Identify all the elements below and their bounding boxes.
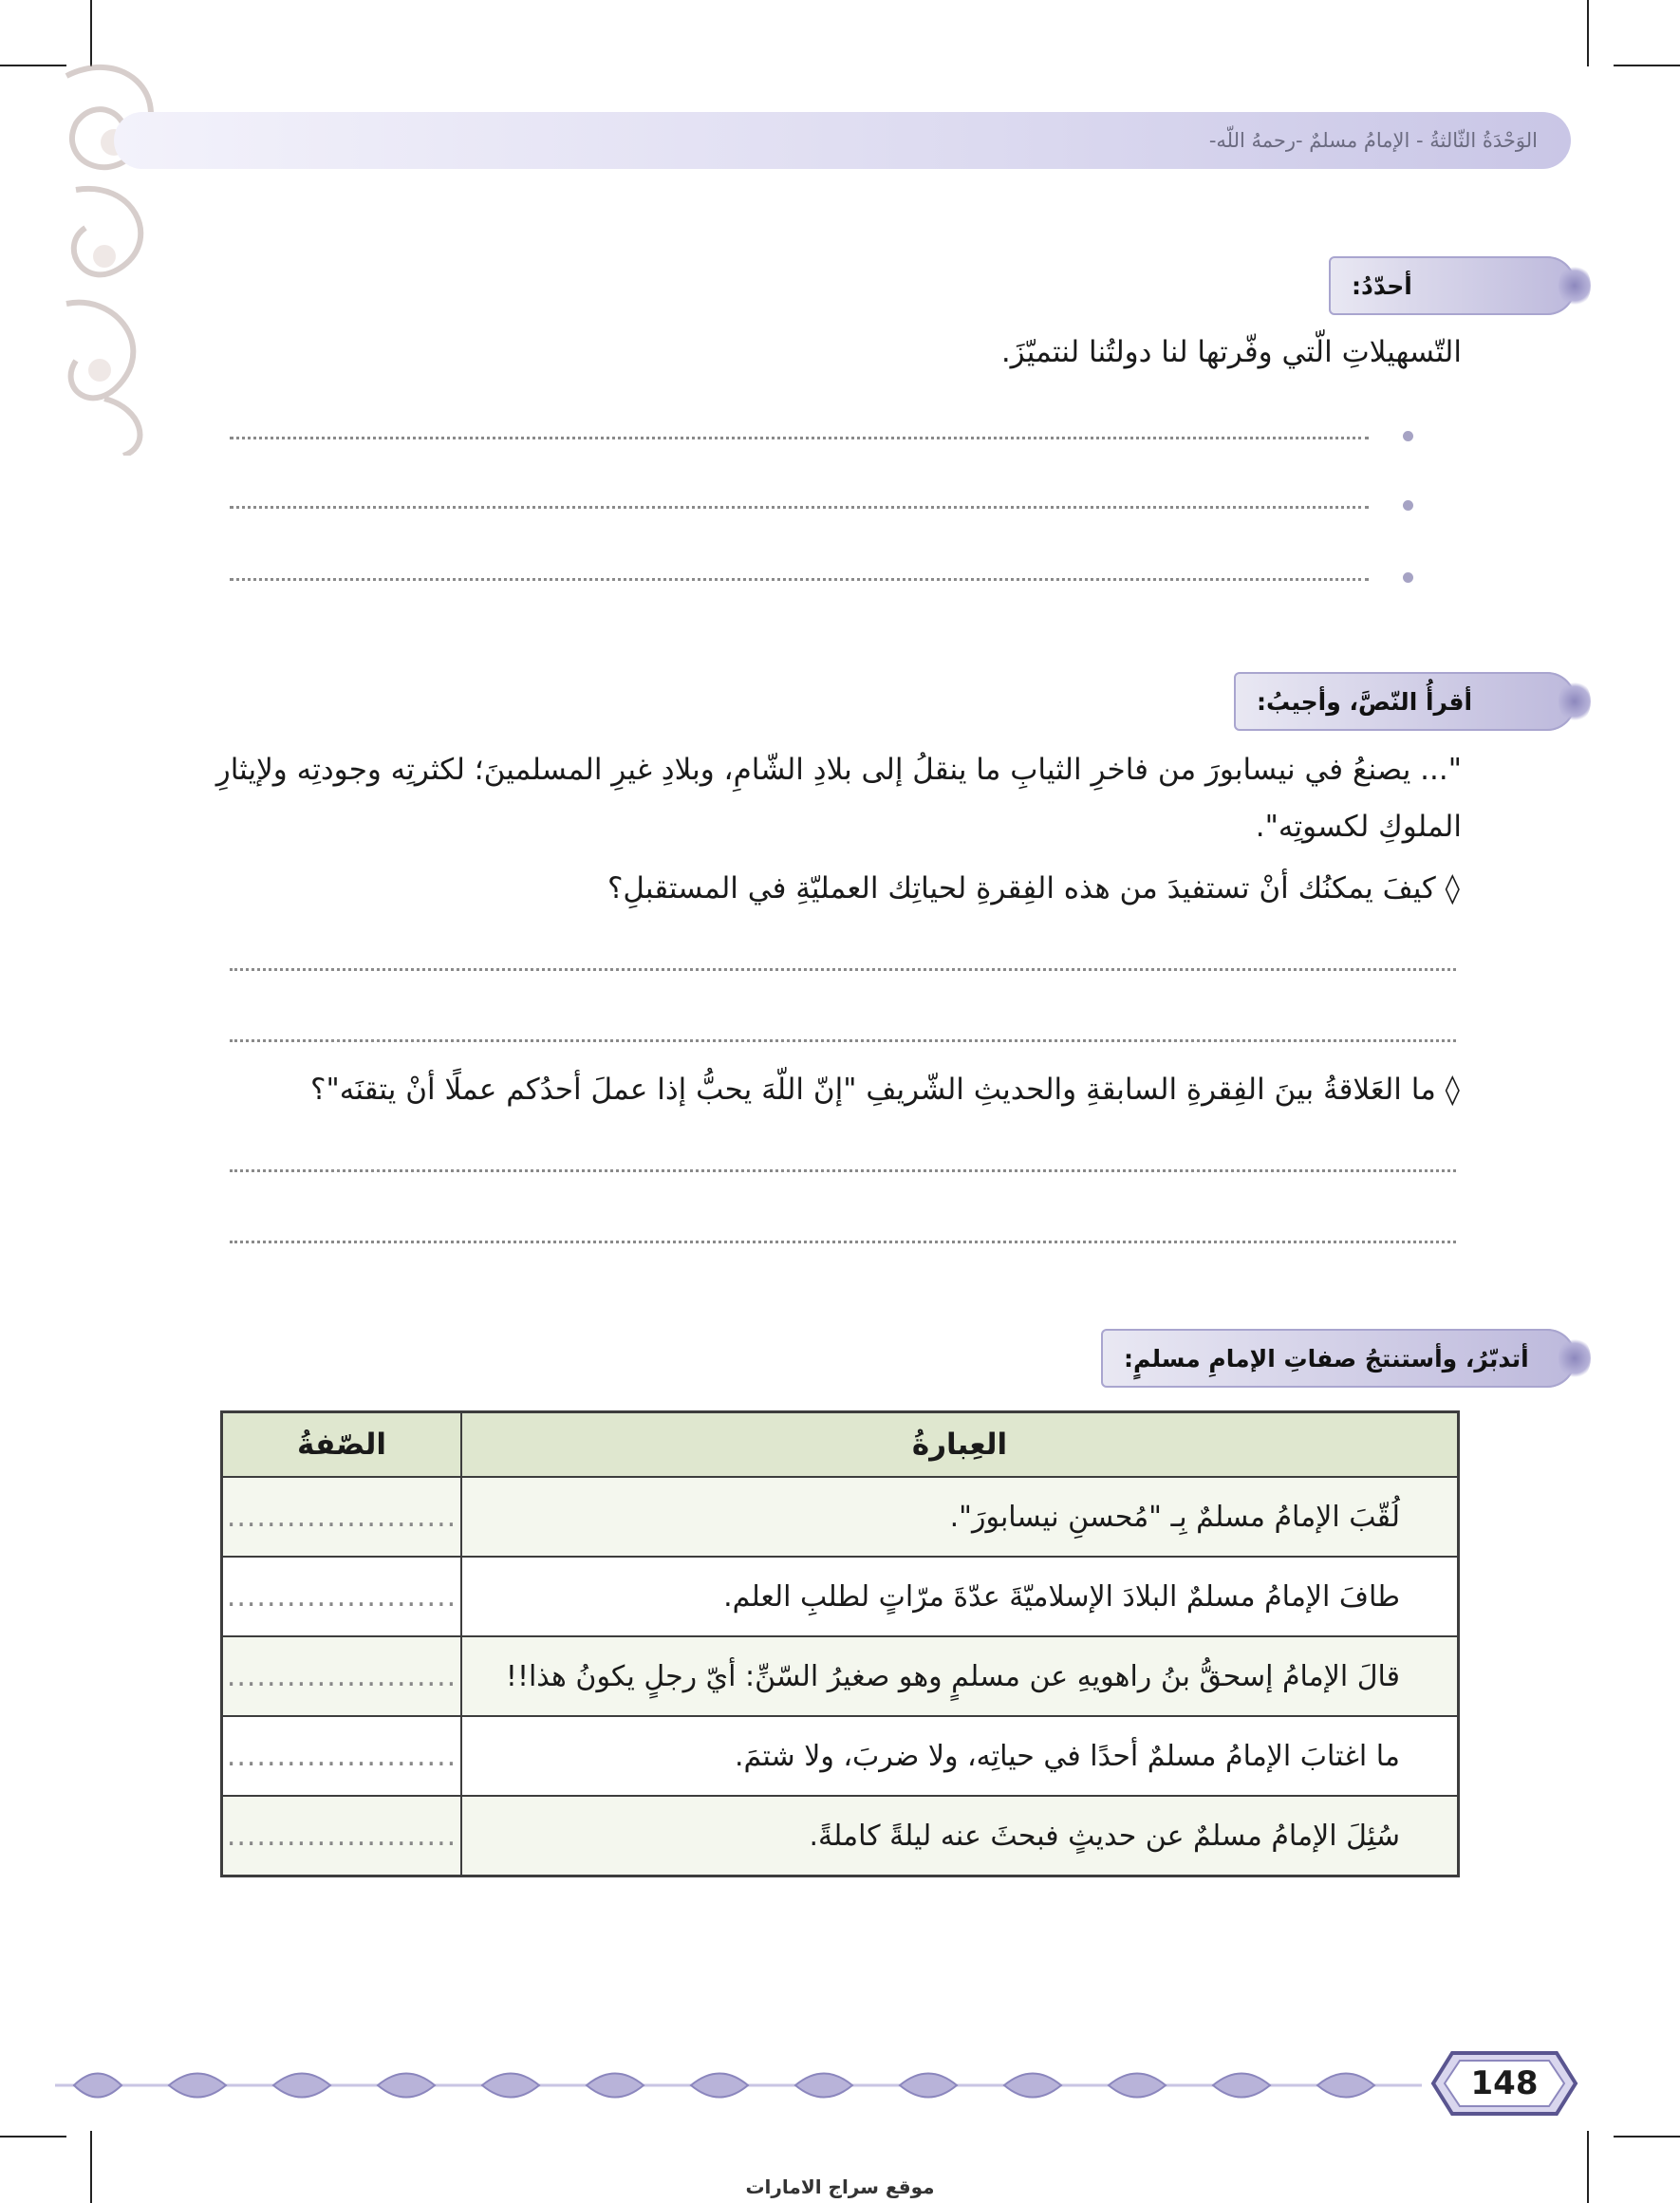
statement-cell: ما اغتابَ الإمامُ مسلمٌ أحدًا في حياتِه، ولا ضربَ، ولا شتمَ. (461, 1716, 1459, 1796)
answer-line[interactable] (230, 1039, 1456, 1042)
trait-answer-cell[interactable]: ....................... (222, 1557, 462, 1636)
traits-table (220, 1410, 1460, 1877)
question-2: ◊ ما العَلاقةُ بينَ الفِقرةِ السابقةِ والحديثِ الشّريفِ "إنّ اللّهَ يحبُّ إذا عملَ أحدُكم عملًا أنْ يتقنَه"؟ (310, 1073, 1460, 1107)
table-header-row (222, 1412, 1459, 1478)
column-header-statement: العِبارةُ (461, 1412, 1459, 1478)
answer-line[interactable] (230, 437, 1369, 439)
crop-mark (1614, 2136, 1680, 2138)
section-tag-label: أحدّدُ: (1352, 271, 1412, 300)
table-row (222, 1796, 1459, 1876)
table-row (222, 1557, 1459, 1636)
table-row (222, 1477, 1459, 1557)
section-tag-read-answer (1234, 672, 1576, 731)
identify-prompt: التّسهيلاتِ الّتي وفّرتها لنا دولتُنا لنتميّزَ. (1000, 335, 1462, 369)
table-row (222, 1636, 1459, 1716)
statement-cell: سُئِلَ الإمامُ مسلمٌ عن حديثٍ فبحثَ عنه ليلةً كاملةً. (461, 1796, 1459, 1876)
crop-mark (1614, 65, 1680, 66)
quote-line-2: الملوكِ لكسوتِه". (1255, 810, 1462, 844)
table-row (222, 1716, 1459, 1796)
section-tag-reflect (1101, 1329, 1576, 1388)
answer-line[interactable] (230, 578, 1369, 581)
trait-answer-cell[interactable]: ....................... (222, 1716, 462, 1796)
trait-answer-cell[interactable]: ....................... (222, 1796, 462, 1876)
page-number: 148 (1470, 2064, 1539, 2102)
site-caption: موقع سراج الامارات (745, 2175, 935, 2198)
answer-line[interactable] (230, 1169, 1456, 1172)
answer-line[interactable] (230, 506, 1369, 509)
section-tag-identify (1329, 256, 1576, 315)
statement-cell: قالَ الإمامُ إسحقُّ بنُ راهويهِ عن مسلمٍ وهو صغيرُ السّنِّ: أيّ رجلٍ يكونُ هذا!! (461, 1636, 1459, 1716)
bullet-icon (1403, 500, 1413, 511)
crop-mark (0, 2136, 66, 2138)
statement-cell: لُقّبَ الإمامُ مسلمٌ بِـ "مُحسنِ نيسابورَ". (461, 1477, 1459, 1557)
trait-answer-cell[interactable]: ....................... (222, 1477, 462, 1557)
bullet-icon (1403, 431, 1413, 441)
section-tag-label: أقرأُ النّصَّ، وأجيبُ: (1257, 687, 1473, 716)
arabesque-ornament-icon (47, 38, 180, 456)
column-header-trait: الصّفةُ (222, 1412, 462, 1478)
unit-title: الوَحْدَةُ الثّالثةُ - الإمامُ مسلمٌ -رحمهُ اللّه- (1208, 129, 1538, 152)
answer-line[interactable] (230, 1241, 1456, 1243)
quote-line-1: "... يصنعُ في نيسابورَ من فاخرِ الثيابِ ما ينقلُ إلى بلادِ الشّامِ، وبلادِ غيرِ المسلمينَ؛ لكثرتِه وجودتِه ولإيثارِ (215, 753, 1462, 787)
statement-cell: طافَ الإمامُ مسلمٌ البلادَ الإسلاميّةَ عدّةَ مرّاتٍ لطلبِ العلم. (461, 1557, 1459, 1636)
answer-line[interactable] (230, 968, 1456, 971)
question-1: ◊ كيفَ يمكنُك أنْ تستفيدَ من هذه الفِقرةِ لحياتِك العمليّةِ في المستقبلِ؟ (607, 871, 1460, 905)
section-tag-label: أتدبّرُ، وأستنتجُ صفاتِ الإمامِ مسلمٍ: (1124, 1344, 1529, 1372)
bullet-icon (1403, 572, 1413, 583)
crop-mark (1587, 0, 1589, 66)
footer-ornament-band (55, 2062, 1422, 2109)
trait-answer-cell[interactable]: ....................... (222, 1636, 462, 1716)
